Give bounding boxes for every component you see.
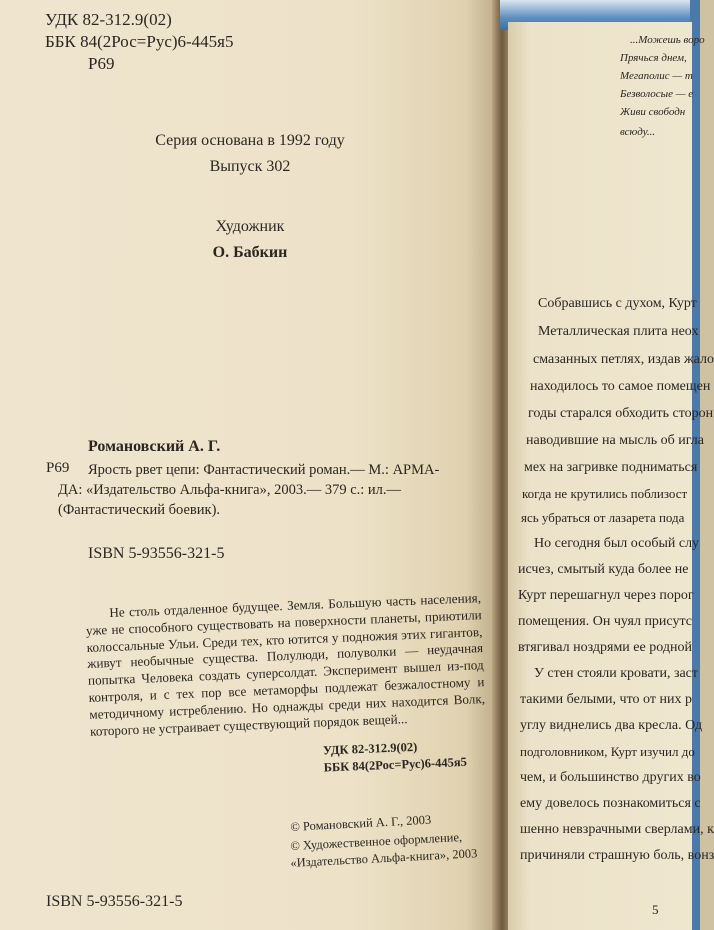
epigraph-line: всюду...: [620, 126, 656, 138]
epigraph-line: Безволосые — е: [620, 88, 694, 100]
body-line: мех на загривке подниматься: [524, 460, 698, 475]
issue-number: Выпуск 302: [209, 158, 291, 175]
catalog-line: Ярость рвет цепи: Фантастический роман.— М.: АРМА-: [88, 462, 440, 478]
epigraph-line: Мегаполис — т: [620, 70, 693, 82]
body-line: подголовником, Курт изучил до: [520, 744, 695, 759]
body-line: исчез, смытый куда более не: [518, 562, 689, 577]
author-mark: Р69: [88, 54, 115, 73]
body-line: углу виднелись два кресла. Од: [520, 718, 703, 733]
copyright-art: © Художественное оформление,: [290, 830, 463, 853]
body-line: Металлическая плита неох: [538, 324, 699, 339]
body-line: причиняли страшную боль, вонз: [520, 848, 714, 863]
body-line: годы старался обходить сторон: [528, 406, 714, 421]
udk-code: УДК 82-312.9(02): [45, 10, 172, 29]
body-line: У стен стояли кровати, заст: [534, 666, 699, 681]
annotation: [85, 590, 488, 786]
page-number: 5: [652, 902, 659, 917]
series-info: Серия основана в 1992 году: [155, 132, 345, 149]
catalog-line: (Фантастический боевик).: [58, 502, 221, 518]
catalog-line: ДА: «Издательство Альфа-книга», 2003.— 379 с.: ил.—: [58, 482, 402, 498]
body-line: ясь убраться от лазарета пода: [521, 510, 685, 525]
epigraph-line: ...Можешь воро: [630, 34, 705, 46]
body-line: наводившие на мысль об игла: [526, 433, 704, 448]
artist-label: Художник: [215, 218, 285, 235]
catalog-author: Романовский А. Г.: [88, 438, 221, 455]
body-line: втягивал ноздрями ее родной: [518, 640, 692, 655]
copyright-publisher: «Издательство Альфа-книга», 2003: [290, 846, 478, 870]
annotation-udk: УДК 82-312.9(02): [322, 740, 418, 758]
body-line: находилось то самое помещен: [530, 379, 711, 394]
epigraph-line: Живи свободн: [620, 106, 686, 118]
catalog-isbn: ISBN 5-93556-321-5: [88, 545, 225, 562]
body-line: такими белыми, что от них р: [520, 692, 692, 707]
body-line: ему довелось познакомиться с: [520, 796, 701, 811]
body-line: Курт перешагнул через порог: [518, 588, 694, 603]
body-line: смазанных петлях, издав жало: [533, 352, 714, 367]
body-line: когда не крутились поблизост: [522, 486, 688, 501]
epigraph-line: Прячься днем,: [620, 52, 687, 64]
body-line: чем, и большинство других во: [520, 770, 701, 785]
annotation-text: Не столь отдаленное будущее. Земля. Большую часть населения, уже не способного существовать на поверхности планеты, приютили колоссальные Ульи. Среди тех, кто ютится у подножия этих гигантов, живут необычные существа. Полулюди, полуволки — неудачная попытка Человека создать суперсолдат. Эксперимент вышел из-под контроля, и с тех пор все метаморфы подлежат безжалостному и методичному истреблению. Но однажды среди них находится Волк, которого не устраивает существующий порядок вещей...: [85, 590, 486, 739]
body-line: Собравшись с духом, Курт: [538, 296, 697, 311]
right-page: [508, 22, 714, 930]
body-line: помещения. Он чуял присутс: [518, 614, 692, 629]
copyright-author: © Романовский А. Г., 2003: [290, 812, 432, 834]
artist-name: О. Бабкин: [212, 244, 288, 261]
annotation-bbk: ББК 84(2Рос=Рус)6-445я5: [323, 755, 468, 775]
catalog-mark: Р69: [46, 460, 70, 476]
bottom-isbn: ISBN 5-93556-321-5: [46, 893, 183, 910]
bbk-code: ББК 84(2Рос=Рус)6-445я5: [45, 32, 234, 51]
body-line: Но сегодня был особый слу: [534, 536, 700, 551]
body-line: шенно невзрачными сверлами, к: [520, 822, 714, 837]
